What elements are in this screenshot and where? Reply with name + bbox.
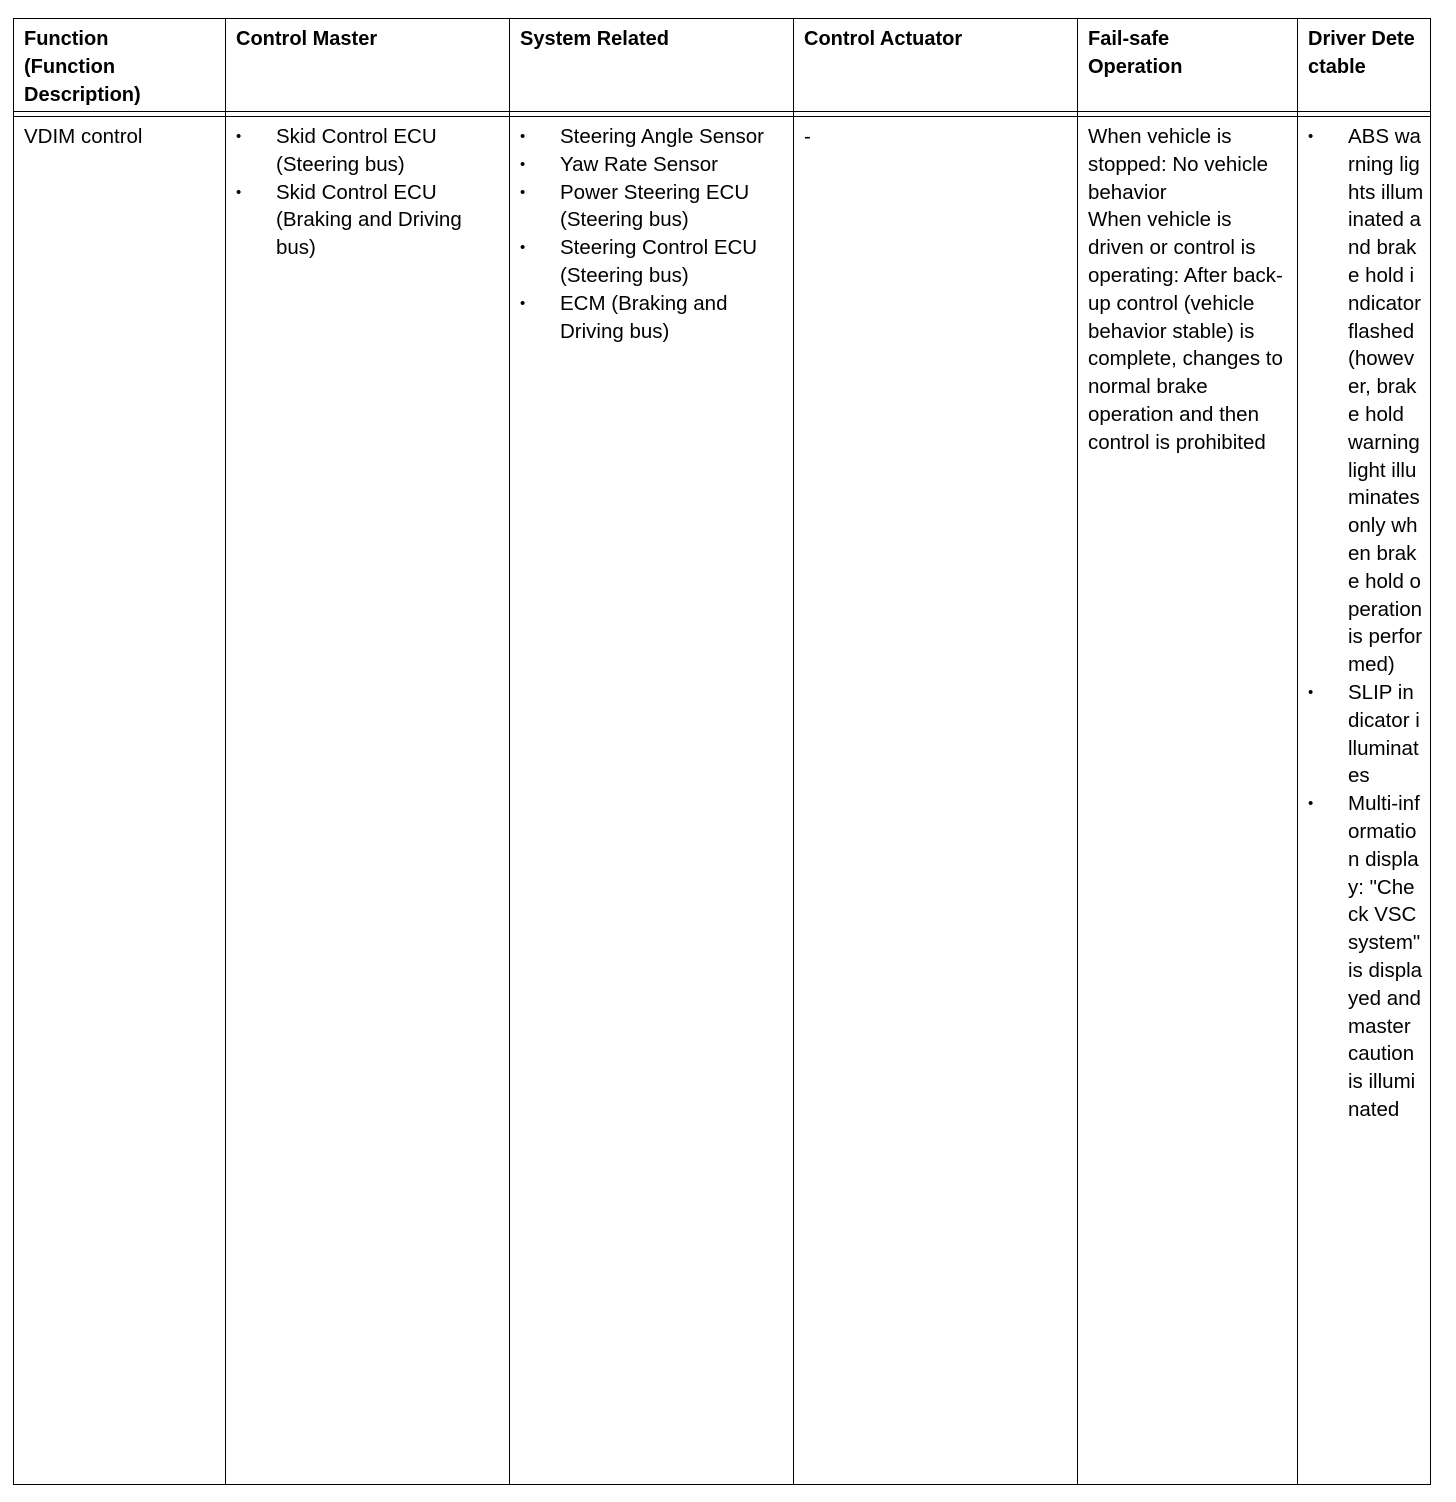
control-master-cell (226, 117, 510, 1485)
list-item: • ECM (Braking and Driving bus) (520, 290, 789, 346)
header-system-related: System Related (510, 19, 794, 112)
fail-safe-operation-cell (1078, 117, 1298, 1485)
control-actuator-cell (794, 117, 1078, 1485)
header-driver-detectable: Driver Detectable (1298, 19, 1431, 112)
header-control-actuator: Control Actuator (794, 19, 1078, 112)
header-row (14, 19, 1431, 112)
control-master-list (236, 123, 479, 262)
list-item: • Multi-information display: "Check VSC system" is displayed and master caution is illuminated (1308, 790, 1424, 1124)
header-control-master: Control Master (226, 19, 510, 112)
list-item: • Steering Angle Sensor (520, 123, 789, 151)
system-related-list (520, 123, 789, 345)
driver-detectable-list (1308, 123, 1424, 1124)
list-item: • SLIP indicator illuminates (1308, 679, 1424, 790)
list-item: • Skid Control ECU (Steering bus) (236, 123, 479, 179)
function-text: VDIM control (24, 125, 143, 148)
table-row (14, 117, 1431, 1485)
function-table (13, 18, 1431, 1485)
list-item: • Yaw Rate Sensor (520, 151, 789, 179)
list-item: • Power Steering ECU (Steering bus) (520, 179, 789, 235)
header-function: Function (Function Description) (14, 19, 226, 112)
system-related-cell (510, 117, 794, 1485)
fail-safe-operation-text: When vehicle is stopped: No vehicle behavior When vehicle is driven or control is operating: After back-up control (vehicle behavior stable) is complete, changes to normal brake operation and then control is prohibited (1088, 125, 1283, 454)
control-actuator-text: - (804, 125, 811, 148)
function-cell (14, 117, 226, 1485)
list-item: • Skid Control ECU (Braking and Driving bus) (236, 179, 479, 262)
driver-detectable-cell (1298, 117, 1431, 1485)
list-item: • ABS warning lights illuminated and brake hold indicator flashed (however, brake hold warning light illuminates only when brake hold operation is performed) (1308, 123, 1424, 679)
list-item: • Steering Control ECU (Steering bus) (520, 234, 789, 290)
header-fail-safe-operation: Fail-safe Operation (1078, 19, 1298, 112)
